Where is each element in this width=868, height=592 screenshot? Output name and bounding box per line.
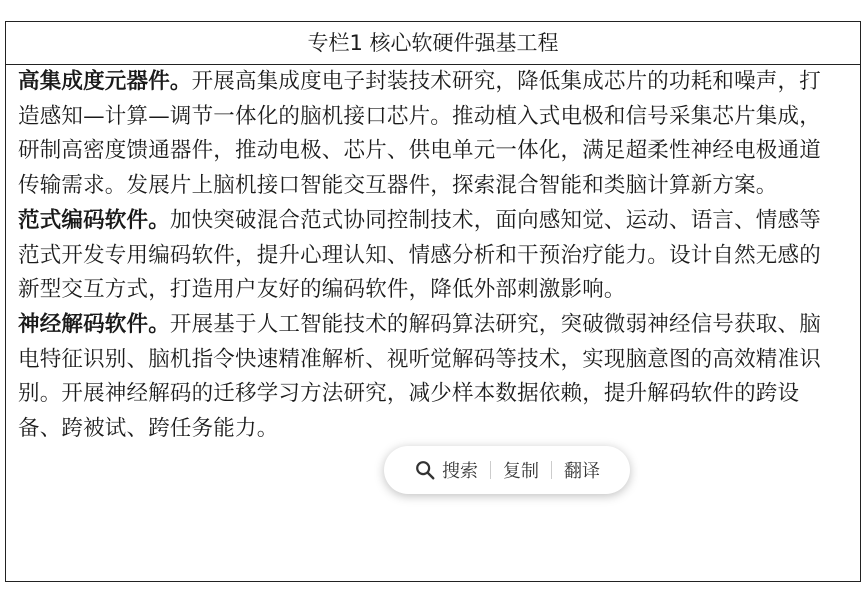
search-button[interactable] <box>402 457 490 483</box>
translate-label: 翻译 <box>564 461 600 482</box>
search-icon <box>414 459 436 481</box>
paragraph-heading: 高集成度元器件。 <box>18 69 192 94</box>
paragraph-components <box>18 65 842 204</box>
copy-label: 复制 <box>503 461 539 482</box>
paragraph-text: 加快突破混合范式协同控制技术，面向感知觉、运动、语言、情感等范式开发专用编码软件，提升心理认知、情感分析和干预治疗能力。设计自然无感的新型交互方式，打造用户友好的编码软件，降低外部刺激影响。 <box>18 207 821 303</box>
paragraph-text: 开展基于人工智能技术的解码算法研究，突破微弱神经信号获取、脑电特征识别、脑机指令快速精准解析、视听觉解码等技术，实现脑意图的高效精准识别。开展神经解码的迁移学习方法研究，减少样本数据依赖，提升解码软件的跨设备、跨被试、跨任务能力。 <box>18 311 821 442</box>
content-box <box>5 21 861 582</box>
paragraph-heading: 范式编码软件。 <box>18 207 170 233</box>
paragraph-text: 开展高集成度电子封装技术研究，降低集成芯片的功耗和噪声，打造感知—计算—调节一体化的脑机接口芯片。推动植入式电极和信号采集芯片集成，研制高密度馈通器件，推动电极、芯片、供电单元一体化，满足超柔性神经电极通道传输需求。发展片上脑机接口智能交互器件，探索混合智能和类脑计算新方案。 <box>18 69 821 199</box>
box-title: 专栏1 核心软硬件强基工程 <box>6 22 860 65</box>
paragraph-heading: 神经解码软件。 <box>18 311 170 337</box>
copy-button[interactable] <box>491 457 551 483</box>
text-selection-popup <box>384 446 630 494</box>
paragraph-encoding-software <box>18 204 842 308</box>
translate-button[interactable] <box>552 457 612 483</box>
paragraph-decoding-software <box>18 308 842 447</box>
box-body <box>6 65 860 447</box>
search-label: 搜索 <box>442 461 478 482</box>
